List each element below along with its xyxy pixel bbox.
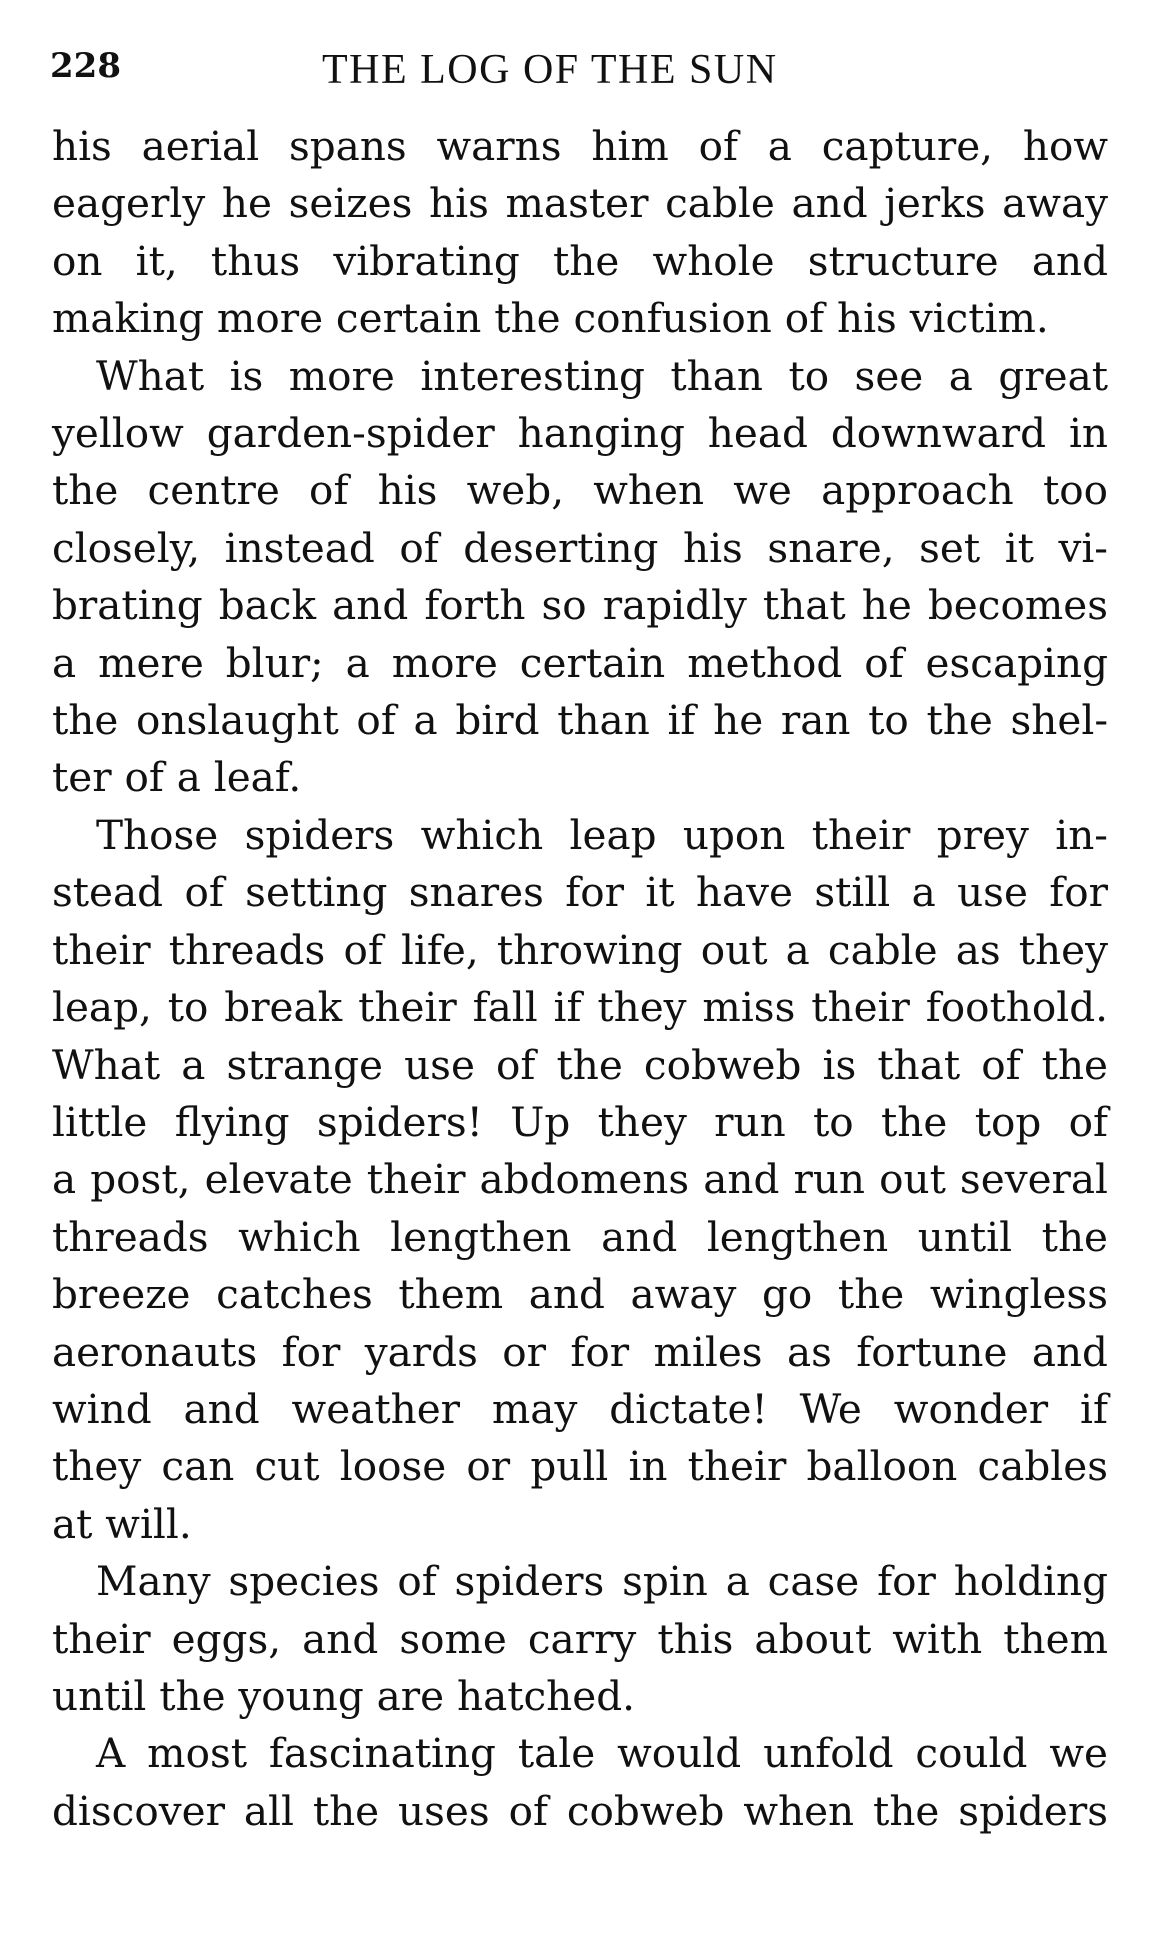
text-line: wind and weather may dictate! We wonder if [52,1384,1108,1433]
text-line: What a strange use of the cobweb is that of the [52,1040,1108,1089]
text-line: Many species of spiders spin a case for holding [96,1557,1108,1606]
body-text [52,118,1108,1840]
text-line: his aerial spans warns him of a capture, how [52,122,1108,170]
paragraph-2 [52,348,1108,807]
text-line: until the young are hatched. [52,1671,636,1720]
text-line: closely, instead of deserting his snare, set it vi- [52,523,1108,572]
paragraph-3 [52,807,1108,1553]
text-line: yellow garden-spider hanging head downward in [52,409,1108,458]
text-line: the centre of his web, when we approach too [52,466,1108,515]
text-line: discover all the uses of cobweb when the spiders [52,1786,1108,1835]
text-line: ter of a leaf. [52,753,302,802]
text-line: making more certain the confusion of his victim. [52,294,1049,343]
paragraph-1 [52,118,1108,348]
text-line: Those spiders which leap upon their prey in- [96,810,1108,859]
text-line: their eggs, and some carry this about with them [52,1614,1108,1663]
text-line: breeze catches them and away go the wingless [52,1270,1108,1319]
text-line: leap, to break their fall if they miss their foothold. [52,983,1108,1032]
text-line: brating back and forth so rapidly that he becomes [52,581,1108,630]
text-line: stead of setting snares for it have still a use for [52,868,1108,917]
running-title: THE LOG OF THE SUN [322,47,778,93]
paragraph-4 [52,1553,1108,1725]
text-line: at will. [52,1499,192,1548]
text-line: threads which lengthen and lengthen until the [52,1212,1108,1261]
text-line: their threads of life, throwing out a cable as they [52,925,1108,974]
running-head [50,42,1110,92]
text-line: What is more interesting than to see a great [96,351,1108,400]
text-line: they can cut loose or pull in their balloon cables [52,1442,1108,1491]
text-line: A most fascinating tale would unfold could we [96,1729,1108,1778]
text-line: the onslaught of a bird than if he ran to the shel- [52,696,1108,745]
paragraph-5 [52,1725,1108,1840]
text-line: eagerly he seizes his master cable and jerks away [52,179,1108,228]
text-line: little flying spiders! Up they run to the top of [52,1097,1108,1146]
text-line: on it, thus vibrating the whole structure and [52,236,1108,285]
text-line: a mere blur; a more certain method of escaping [52,638,1108,687]
page-number: 228 [50,46,121,86]
text-line: aeronauts for yards or for miles as fortune and [52,1327,1108,1376]
text-line: a post, elevate their abdomens and run out several [52,1155,1108,1204]
